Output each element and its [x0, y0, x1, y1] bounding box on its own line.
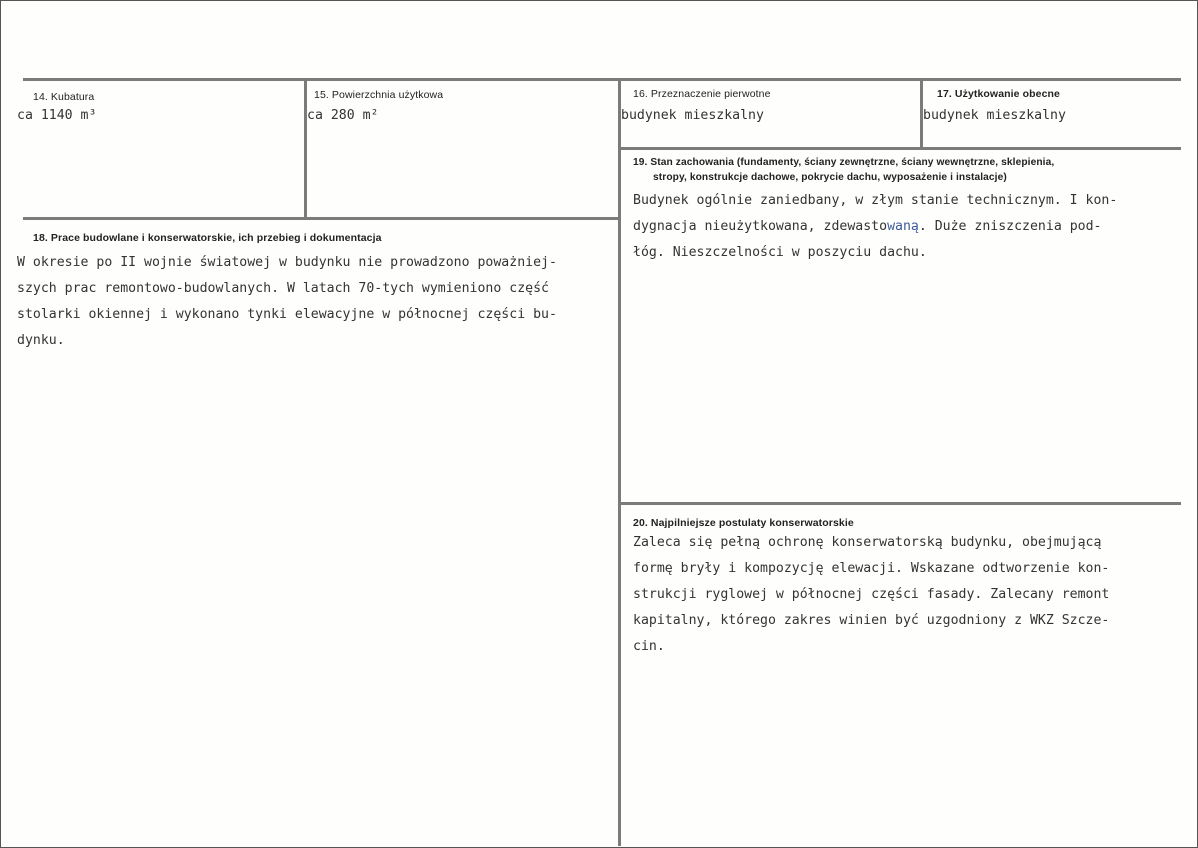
field-15-label: 15. Powierzchnia użytkowa: [314, 89, 444, 101]
field-20-text: [633, 530, 1109, 660]
rule-below-16-17: [620, 147, 1181, 150]
field-20-line: kapitalny, którego zakres winien być uzgodniony z WKZ Szcze-: [633, 613, 1110, 628]
field-16-value: budynek mieszkalny: [621, 108, 764, 123]
field-18-label: 18. Prace budowlane i konserwatorskie, ich przebieg i dokumentacja: [33, 232, 382, 244]
top-rule: [23, 78, 1181, 81]
rule-below-19: [620, 502, 1181, 505]
divider-14-15: [304, 78, 307, 219]
field-18-text: [17, 250, 557, 354]
field-19-line: Budynek ogólnie zaniedbany, w złym stanie technicznym. I kon-: [633, 193, 1118, 208]
field-15-value: ca 280 m²: [307, 108, 379, 123]
field-14-label: 14. Kubatura: [33, 91, 95, 103]
handwritten-correction: waną: [887, 219, 919, 234]
field-18-line: dynku.: [17, 333, 65, 348]
field-19-line2-tail: . Duże zniszczenia pod-: [918, 219, 1102, 234]
field-19-line2-typed: dygnacja nieużytkowana, zdewasto: [633, 219, 888, 234]
field-16-label: 16. Przeznaczenie pierwotne: [633, 88, 771, 100]
field-20-line: strukcji ryglowej w północnej części fasady. Zalecany remont: [633, 587, 1110, 602]
field-18-line: szych prac remontowo-budowlanych. W latach 70-tych wymieniono część: [17, 281, 549, 296]
field-18-line: stolarki okiennej i wykonano tynki elewacyjne w północnej części bu-: [17, 307, 557, 322]
field-19-label-line2: stropy, konstrukcje dachowe, pokrycie dachu, wyposażenie i instalacje): [653, 172, 1007, 183]
field-20-line: Zaleca się pełną ochronę konserwatorską budynku, obejmującą: [633, 535, 1102, 550]
rule-below-14-15: [23, 217, 620, 220]
field-20-label: 20. Najpilniejsze postulaty konserwatorskie: [633, 517, 854, 529]
divider-main: [618, 78, 621, 846]
field-19-line: [633, 214, 1117, 240]
field-14-value: ca 1140 m³: [17, 108, 97, 123]
field-19-line: łóg. Nieszczelności w poszyciu dachu.: [633, 245, 927, 260]
field-20-line: formę bryły i kompozycję elewacji. Wskazane odtworzenie kon-: [633, 561, 1110, 576]
field-17-label: 17. Użytkowanie obecne: [937, 88, 1060, 100]
field-18-line: W okresie po II wojnie światowej w budynku nie prowadzono poważniej-: [17, 255, 557, 270]
field-19-label-line1: 19. Stan zachowania (fundamenty, ściany zewnętrzne, ściany wewnętrzne, sklepienia,: [633, 157, 1055, 168]
field-20-line: cin.: [633, 639, 665, 654]
field-19-text: [633, 188, 1117, 266]
field-17-value: budynek mieszkalny: [923, 108, 1066, 123]
